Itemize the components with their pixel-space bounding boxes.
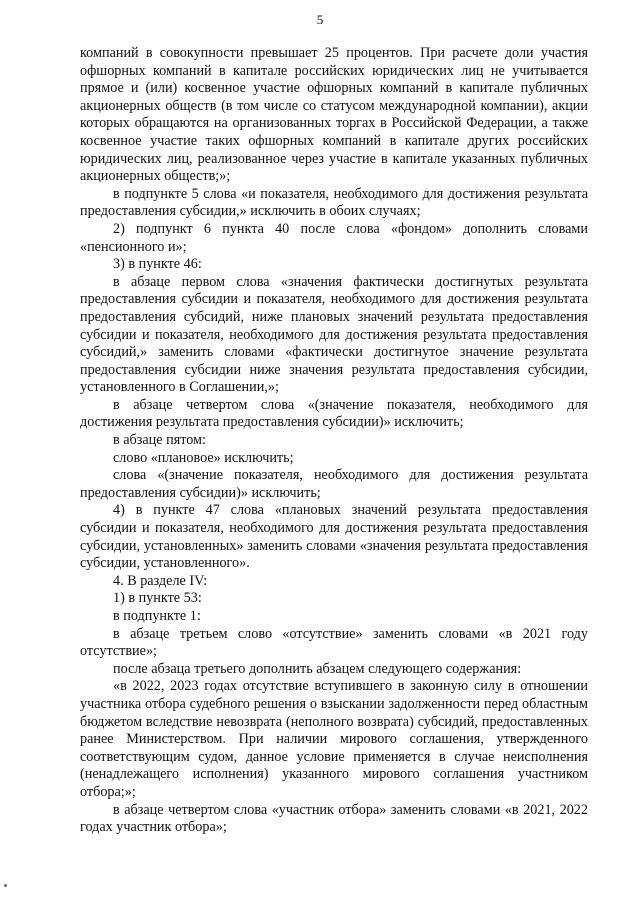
paragraph: слова «(значение показателя, необходимого для достижения результата предоставления субсидии)» исключить; [80, 467, 588, 501]
scan-dot [4, 884, 7, 887]
paragraph: в абзаце первом слова «значения фактически достигнутых результата предоставления субсидии и показателя, необходимого для достижения результата предоставления субсидий, ниже плановых значений результата предоставления субсидии и показателя, необходимого для достижения результата предоставления субсидий,» заменить словами «фактически достигнутое значение результата предоставления субсидии ниже значения результата предоставления субсидии, установленного в Соглашении,»; [80, 273, 588, 396]
paragraph: 1) в пункте 53: [113, 590, 202, 607]
paragraph: в абзаце четвертом слова «участник отбора» заменить словами «в 2021, 2022 годах участник отбора»; [80, 801, 588, 836]
paragraph: слово «плановое» исключить; [113, 449, 294, 466]
paragraph: в абзаце третьем слово «отсутствие» заменить словами «в 2021 году отсутствие»; [80, 625, 588, 660]
page-number: 5 [316, 12, 324, 27]
quoted-paragraph: «в 2022, 2023 годах отсутствие вступившего в законную силу в отношении участника отбора судебного решения о взыскании задолженности перед областным бюджетом вследствие невозврата (неполного возврата) субсидий, предоставленных ранее Министерством. При наличии мирового соглашения, утвержденного соответствующим судом, данное условие применяется в случае неисполнения (ненадлежащего исполнения) указанного мирового соглашения участником отбора;»; [80, 678, 588, 800]
document-body [80, 45, 588, 837]
paragraph: в абзаце пятом: [113, 432, 206, 449]
paragraph: в подпункте 5 слова «и показателя, необходимого для достижения результата предоставления субсидии,» исключить в обоих случаях; [80, 185, 588, 220]
paragraph: в абзаце четвертом слова «(значение показателя, необходимого для достижения результата предоставления субсидии)» исключить; [80, 396, 588, 431]
paragraph-continuation: компаний в совокупности превышает 25 процентов. При расчете доли участия офшорных компаний в капитале российских юридических лиц не учитывается прямое и (или) косвенное участие офшорных компаний в капитале публичных акционерных обществ (в том числе со статусом международной компании), акции которых обращаются на организованных торгах в Российской Федерации, а также косвенное участие таких офшорных компаний в капитале других российских юридических лиц, реализованное через участие в капитале указанных публичных акционерных обществ;»; [80, 45, 588, 185]
paragraph: 3) в пункте 46: [113, 256, 202, 273]
section-heading: 4. В разделе IV: [113, 572, 208, 589]
paragraph: 4) в пункте 47 слова «плановых значений результата предоставления субсидии и показателя, необходимого для достижения результата предоставления субсидии, установленных» заменить словами «значения результата предоставления субсидии, установленного». [80, 502, 588, 572]
paragraph: в подпункте 1: [113, 608, 201, 624]
paragraph: 2) подпункт 6 пункта 40 после слова «фондом» дополнить словами «пенсионного и»; [80, 220, 588, 255]
paragraph: после абзаца третьего дополнить абзацем следующего содержания: [113, 660, 522, 677]
